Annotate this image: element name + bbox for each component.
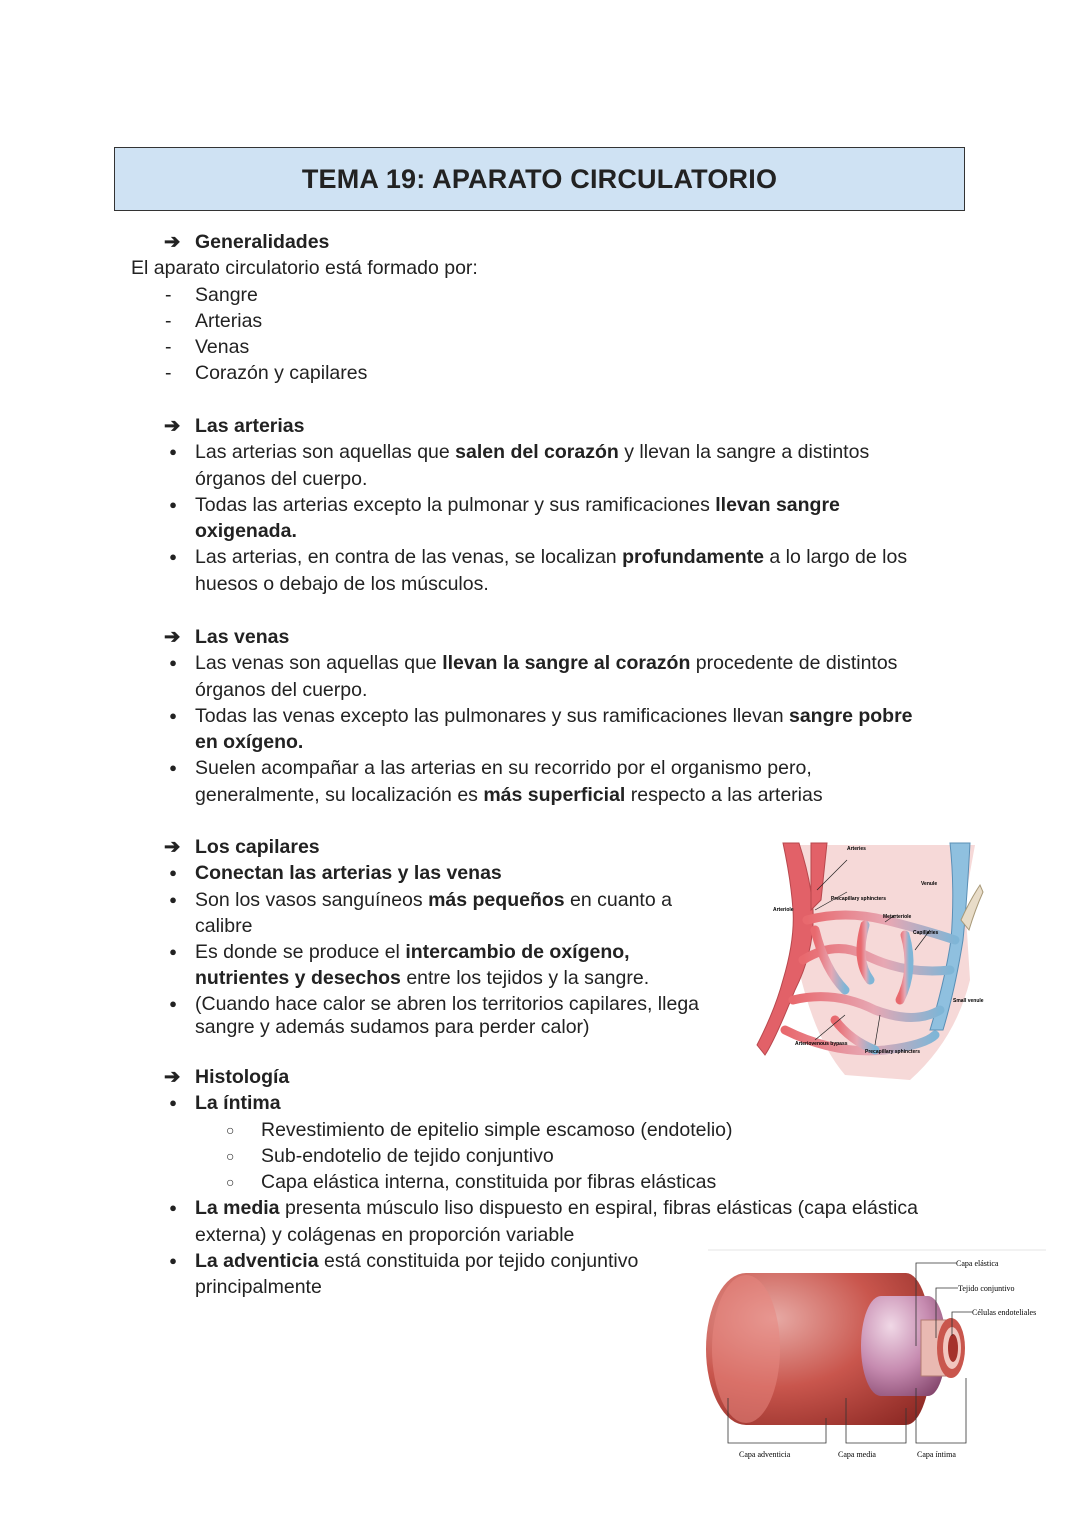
bullet-item: ● La íntima — [169, 1092, 281, 1115]
bullet-item: ● Todas las venas excepto las pulmonares y sus ramificaciones llevan sangre pobre — [169, 704, 913, 727]
bullet-continuation: generalmente, su localización es más superficial respecto a las arterias — [195, 783, 823, 806]
list-item: - Corazón y capilares — [165, 362, 368, 385]
bullet-item: ● Las venas son aquellas que llevan la sangre al corazón procedente de distintos — [169, 652, 898, 675]
page-title: TEMA 19: APARATO CIRCULATORIO — [301, 163, 778, 194]
list-item: - Arterias — [165, 309, 263, 332]
intro-text: El aparato circulatorio está formado por: — [131, 257, 478, 280]
label-venule: Venule — [921, 881, 938, 887]
label-capa-intima: Capa íntima — [917, 1450, 956, 1459]
label-arteries: Arteries — [847, 846, 866, 852]
heading-capilares: ➔ Los capilares — [0, 834, 760, 860]
arrow-icon: ➔ — [164, 231, 181, 253]
sub-item: ○ Revestimiento de epitelio simple escamoso (endotelio) — [226, 1118, 733, 1141]
bullet-continuation: principalmente — [195, 1276, 322, 1299]
heading-histologia: ➔ Histología — [0, 1064, 1000, 1090]
capillary-bed-figure — [755, 840, 985, 1092]
label-precapillary-2: Precapillary sphincters — [865, 1049, 921, 1055]
sub-item: ○ Sub-endotelio de tejido conjuntivo — [226, 1144, 554, 1167]
bullet-item: ● La media presenta músculo liso dispuesto en espiral, fibras elásticas (capa elástica — [169, 1197, 918, 1220]
vessel-layers-figure — [706, 1248, 1051, 1466]
sub-item: ○ Capa elástica interna, constituida por fibras elásticas — [226, 1171, 717, 1194]
bullet-continuation: huesos o debajo de los músculos. — [195, 572, 489, 595]
label-arteriole: Arteriole — [773, 907, 794, 913]
section-arterias — [0, 413, 1000, 597]
bullet-continuation: nutrientes y desechos entre los tejidos y la sangre. — [195, 967, 650, 990]
list-item: - Venas — [165, 336, 250, 359]
bullet-item: ● Son los vasos sanguíneos más pequeños en cuanto a — [169, 888, 672, 911]
bullet-item: ● Las arterias son aquellas que salen del corazón y llevan la sangre a distintos — [169, 441, 870, 464]
heading-arterias: ➔ Las arterias — [0, 413, 1000, 439]
bullet-continuation: sangre y además sudamos para perder calor) — [195, 1015, 590, 1038]
bullet-continuation: oxigenada. — [195, 520, 297, 543]
bullet-continuation: órganos del cuerpo. — [195, 678, 368, 701]
bullet-continuation: calibre — [195, 914, 253, 937]
label-metarteriole: Metarteriole — [883, 914, 912, 920]
arrow-icon: ➔ — [164, 626, 181, 648]
label-capa-media: Capa media — [838, 1450, 876, 1459]
heading-generalidades: ➔ Generalidades — [0, 229, 1000, 255]
label-capa-elastica: Capa elástica — [956, 1259, 999, 1268]
label-small-venule: Small venule — [953, 998, 984, 1004]
label-precapillary: Precapillary sphincters — [831, 896, 887, 902]
section-generalidades — [0, 229, 1000, 387]
bullet-item: ● Es donde se produce el intercambio de oxígeno, — [169, 941, 630, 964]
bullet-item: ● La adventicia está constituida por tejido conjuntivo — [169, 1250, 639, 1273]
heading-venas: ➔ Las venas — [0, 624, 1000, 650]
label-capa-adventicia: Capa adventicia — [739, 1450, 791, 1459]
title-box — [114, 147, 965, 211]
arrow-icon: ➔ — [164, 415, 181, 437]
list-item: - Sangre — [165, 283, 258, 306]
label-capillaries: Capillaries — [913, 930, 939, 936]
label-celulas-endoteliales: Células endoteliales — [972, 1308, 1037, 1317]
bullet-item: ● Las arterias, en contra de las venas, se localizan profundamente a lo largo de los — [169, 546, 908, 569]
label-tejido-conjuntivo: Tejido conjuntivo — [958, 1284, 1015, 1293]
bullet-item: ● Conectan las arterias y las venas — [169, 862, 502, 885]
bullet-continuation: órganos del cuerpo. — [195, 467, 368, 490]
section-capilares — [0, 834, 760, 1038]
arrow-icon: ➔ — [164, 836, 181, 858]
bullet-item: ● Todas las arterias excepto la pulmonar y sus ramificaciones llevan sangre — [169, 493, 840, 516]
bullet-item: ● (Cuando hace calor se abren los territorios capilares, llega — [169, 992, 700, 1015]
arrow-icon: ➔ — [164, 1066, 181, 1088]
section-venas — [0, 624, 1000, 808]
bullet-continuation: en oxígeno. — [195, 731, 304, 754]
bullet-item: ● Suelen acompañar a las arterias en su recorrido por el organismo pero, — [169, 757, 812, 780]
label-av-bypass: Arteriovenous bypass — [795, 1041, 848, 1047]
bullet-continuation: externa) y colágenas en proporción variable — [195, 1223, 575, 1246]
